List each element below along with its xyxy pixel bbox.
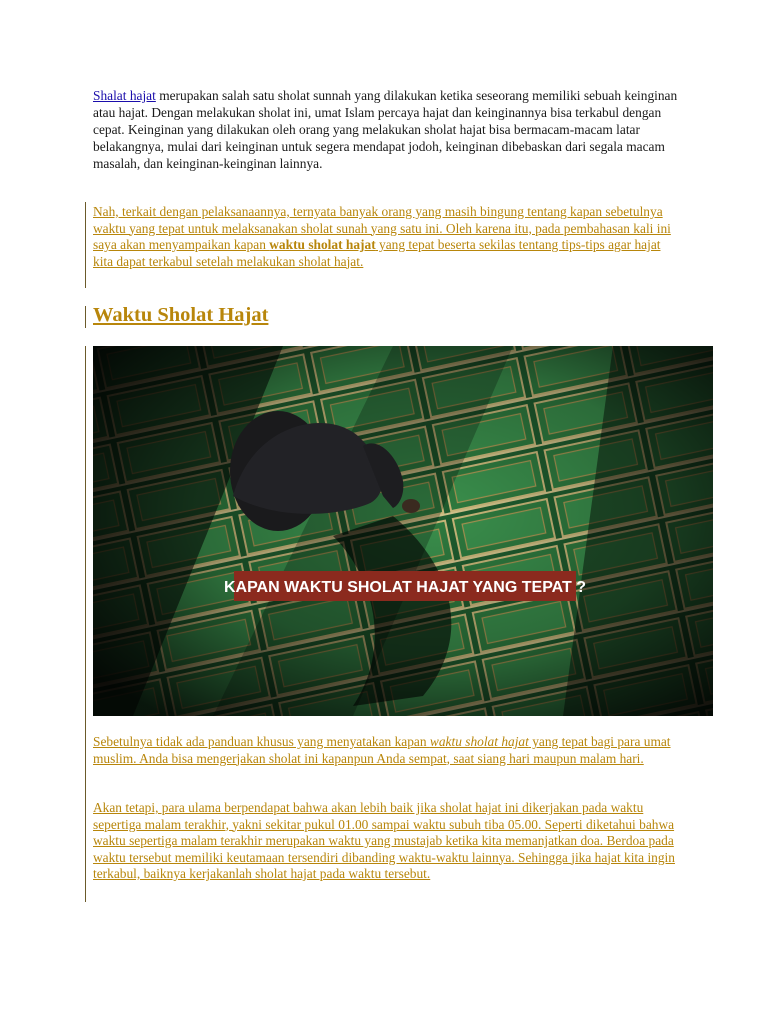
prayer-illustration	[93, 346, 713, 716]
para3-italic: waktu sholat hajat	[429, 734, 529, 749]
para3-before: Sebetulnya tidak ada panduan khusus yang menyatakan kapan	[93, 734, 430, 749]
intro-paragraph	[93, 87, 678, 172]
quote-bar-1	[85, 202, 86, 288]
quote-bar-3	[85, 346, 86, 902]
guidance-paragraph[interactable]	[93, 734, 678, 767]
image-caption: KAPAN WAKTU SHOLAT HAJAT YANG TEPAT ?	[223, 579, 587, 596]
para3-after: yang tepat bagi para umat muslim. Anda bisa mengerjakan sholat ini kapanpun Anda sempat, saat siang hari maupun malam hari.	[93, 734, 671, 766]
section-heading[interactable]: Waktu Sholat Hajat	[93, 304, 269, 326]
prayer-photo	[93, 346, 713, 716]
best-time-paragraph[interactable]: Akan tetapi, para ulama berpendapat bahwa akan lebih baik jika sholat hajat ini dikerjakan pada waktu sepertiga malam terakhir, yakni sekitar pukul 01.00 sampai waktu subuh tiba 05.00. Seperti diketahui bahwa waktu sepertiga malam terakhir merupakan waktu yang mustajab ketika kita memanjatkan doa. Berdoa pada waktu tersebut memiliki keutamaan tersendiri dibanding waktu-waktu lainnya. Sehingga jika hajat kita ingin terkabul, baiknya kerjakanlah sholat hajat pada waktu tersebut.	[93, 800, 675, 881]
shalat-hajat-link[interactable]: Shalat hajat	[93, 88, 156, 103]
para2-after: yang tepat beserta sekilas tentang tips-tips agar hajat kita dapat terkabul setelah melakukan sholat hajat.	[93, 237, 661, 269]
para2-bold: waktu sholat hajat	[269, 237, 376, 252]
para2-before: Nah, terkait dengan pelaksanaannya, ternyata banyak orang yang masih bingung tentang kapan sebetulnya waktu yang tepat untuk melaksanakan sholat sunah yang satu ini. Oleh karena itu, pada pembahasan kali ini saya akan menyampaikan kapan	[93, 204, 671, 252]
quote-bar-2	[85, 306, 86, 328]
timing-intro-paragraph[interactable]	[93, 204, 673, 270]
intro-text: merupakan salah satu sholat sunnah yang dilakukan ketika seseorang memiliki sebuah keinginan atau hajat. Dengan melakukan sholat ini, umat Islam percaya hajat dan keinginannya bisa terkabul dengan cepat. Keinginan yang dilakukan oleh orang yang melakukan sholat hajat bisa bermacam-macam latar belakangnya, mulai dari keinginan untuk segera mendapat jodoh, keinginan dibebaskan dari segala macam masalah, dan keinginan-keinginan lainnya.	[93, 88, 678, 171]
